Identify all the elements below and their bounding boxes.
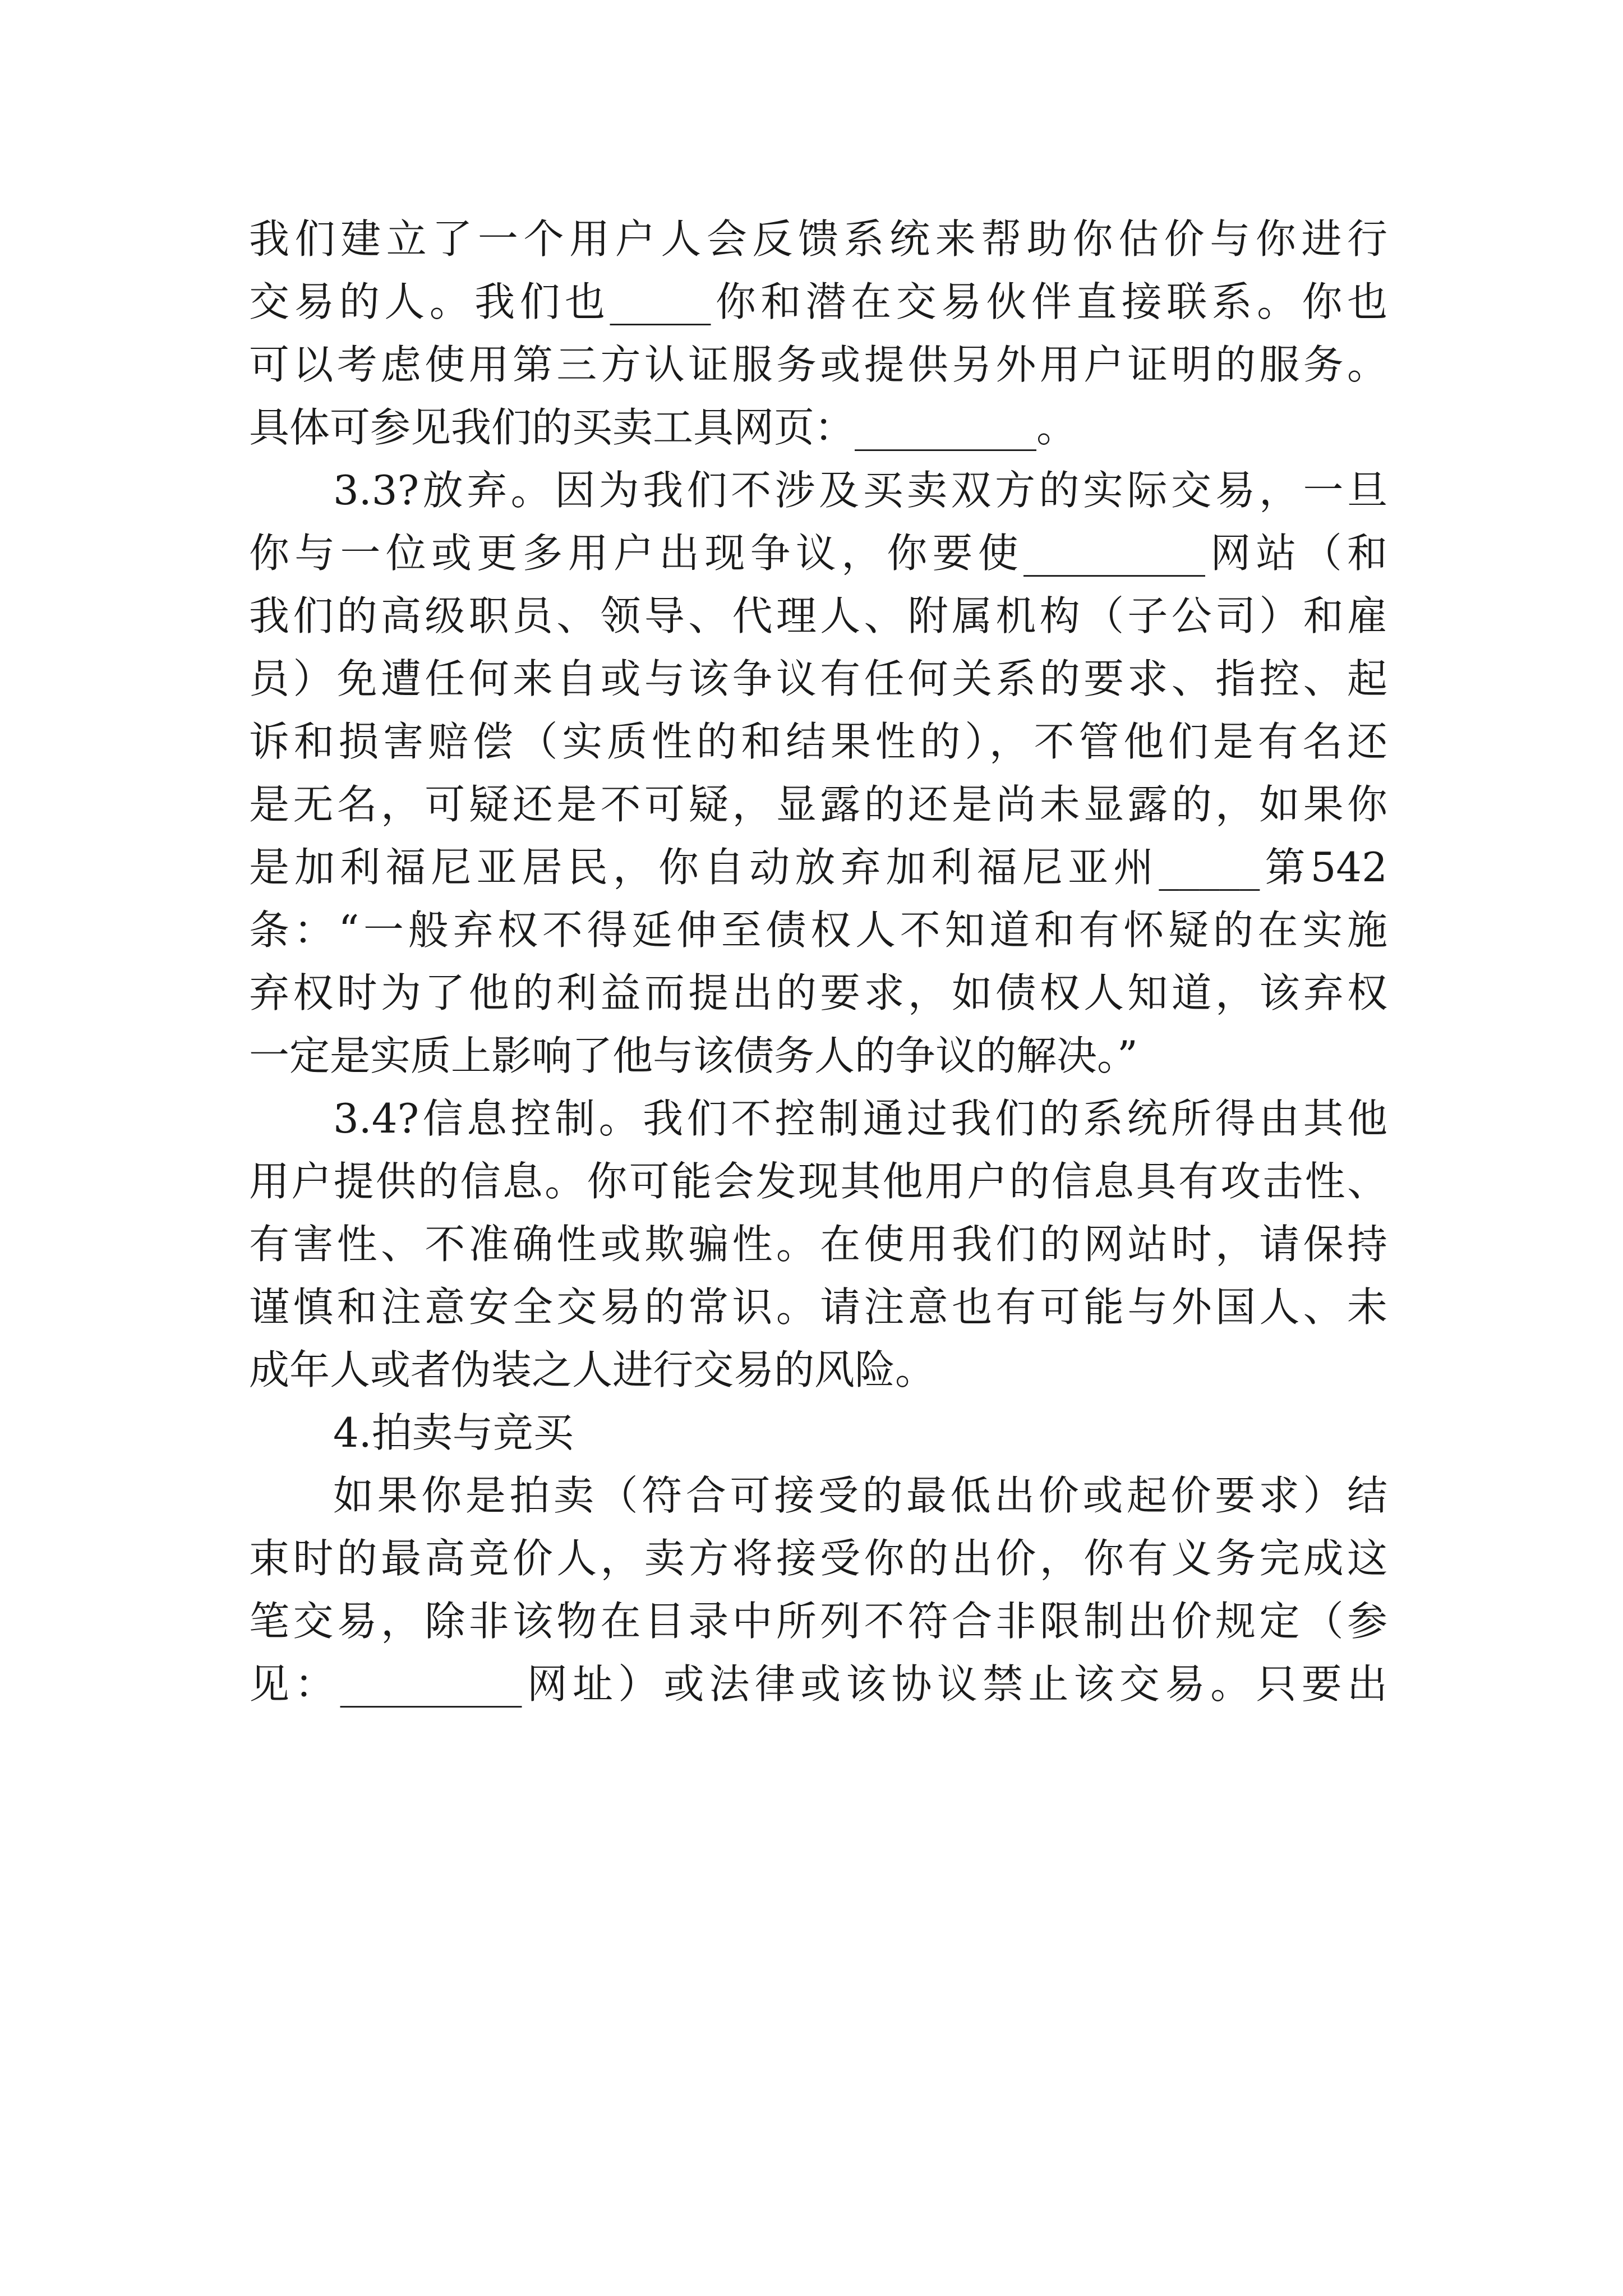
text-line: 束时的最高竞价人，卖方将接受你的出价，你有义务完成这 [249,1535,1387,1582]
text-line: 是加利福尼亚居民，你自动放弃加利福尼亚州_____第542 [249,844,1387,891]
text-line: 可以考虑使用第三方认证服务或提供另外用户证明的服务。 [249,341,1387,388]
text-line: 具体可参见我们的买卖工具网页：_________。 [249,404,1077,451]
text-line: 诉和损害赔偿（实质性的和结果性的），不管他们是有名还 [249,718,1387,765]
text-line: 谨慎和注意安全交易的常识。请注意也有可能与外国人、未 [249,1283,1387,1331]
text-line: 4.拍卖与竞买 [333,1409,574,1456]
text-line: 是无名，可疑还是不可疑，显露的还是尚未显露的，如果你 [249,781,1387,828]
document-body [249,208,1387,1715]
text-line: 3.4?信息控制。我们不控制通过我们的系统所得由其他 [333,1095,1387,1142]
text-line: 用户提供的信息。你可能会发现其他用户的信息具有攻击性、 [249,1158,1387,1205]
text-line: 见：_________网址）或法律或该协议禁止该交易。只要出 [249,1660,1387,1708]
text-line: 成年人或者伪装之人进行交易的风险。 [249,1346,936,1393]
text-line: 笔交易，除非该物在目录中所列不符合非限制出价规定（参 [249,1598,1387,1645]
text-line: 条：“一般弃权不得延伸至债权人不知道和有怀疑的在实施 [249,907,1387,954]
text-line: 一定是实质上影响了他与该债务人的争议的解决。” [249,1032,1138,1079]
text-line: 员）免遭任何来自或与该争议有任何关系的要求、指控、起 [249,655,1387,702]
text-line: 3.3?放弃。因为我们不涉及买卖双方的实际交易，一旦 [333,467,1387,514]
text-line: 弃权时为了他的利益而提出的要求，如债权人知道，该弃权 [249,969,1387,1016]
text-line: 有害性、不准确性或欺骗性。在使用我们的网站时，请保持 [249,1221,1387,1268]
text-line: 如果你是拍卖（符合可接受的最低出价或起价要求）结 [333,1472,1387,1519]
text-line: 你与一位或更多用户出现争议，你要使_________网站（和 [249,530,1387,577]
text-line: 交易的人。我们也_____你和潜在交易伙伴直接联系。你也 [249,278,1387,325]
text-line: 我们的高级职员、领导、代理人、附属机构（子公司）和雇 [249,592,1387,639]
text-line: 我们建立了一个用户人会反馈系统来帮助你估价与你进行 [249,215,1387,263]
